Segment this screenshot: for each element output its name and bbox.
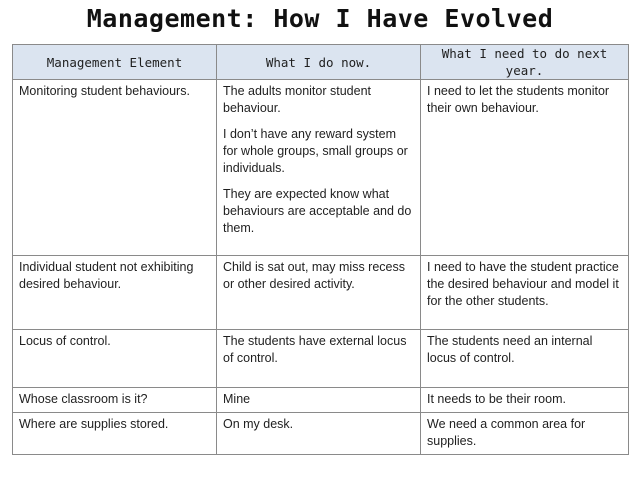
next-year-cell: I need to have the student practice the desired behaviour and model it for the other students. xyxy=(421,256,629,330)
element-cell: Where are supplies stored. xyxy=(13,413,217,455)
header-management-element: Management Element xyxy=(13,45,217,80)
element-cell: Individual student not exhibiting desired behaviour. xyxy=(13,256,217,330)
now-cell: On my desk. xyxy=(217,413,421,455)
now-cell: The students have external locus of control. xyxy=(217,330,421,388)
element-cell: Whose classroom is it? xyxy=(13,388,217,413)
now-cell: Child is sat out, may miss recess or other desired activity. xyxy=(217,256,421,330)
management-table xyxy=(12,44,629,455)
table-row xyxy=(13,388,629,413)
header-what-i-need-next-year: What I need to do next year. xyxy=(421,45,629,80)
now-cell xyxy=(217,80,421,256)
header-what-i-do-now: What I do now. xyxy=(217,45,421,80)
table-row xyxy=(13,330,629,388)
now-paragraph: They are expected know what behaviours are acceptable and do them. xyxy=(223,187,412,235)
next-year-cell: The students need an internal locus of control. xyxy=(421,330,629,388)
next-year-cell: We need a common area for supplies. xyxy=(421,413,629,455)
header-row xyxy=(13,45,629,80)
slide-title: Management: How I Have Evolved xyxy=(86,4,554,33)
now-cell: Mine xyxy=(217,388,421,413)
element-cell: Monitoring student behaviours. xyxy=(13,80,217,256)
next-year-cell: I need to let the students monitor their own behaviour. xyxy=(421,80,629,256)
now-paragraph: I don’t have any reward system for whole groups, small groups or individuals. xyxy=(223,127,408,175)
next-year-cell: It needs to be their room. xyxy=(421,388,629,413)
element-cell: Locus of control. xyxy=(13,330,217,388)
now-paragraph: The adults monitor student behaviour. xyxy=(223,84,371,115)
table-row xyxy=(13,80,629,256)
table-row xyxy=(13,413,629,455)
table-row xyxy=(13,256,629,330)
